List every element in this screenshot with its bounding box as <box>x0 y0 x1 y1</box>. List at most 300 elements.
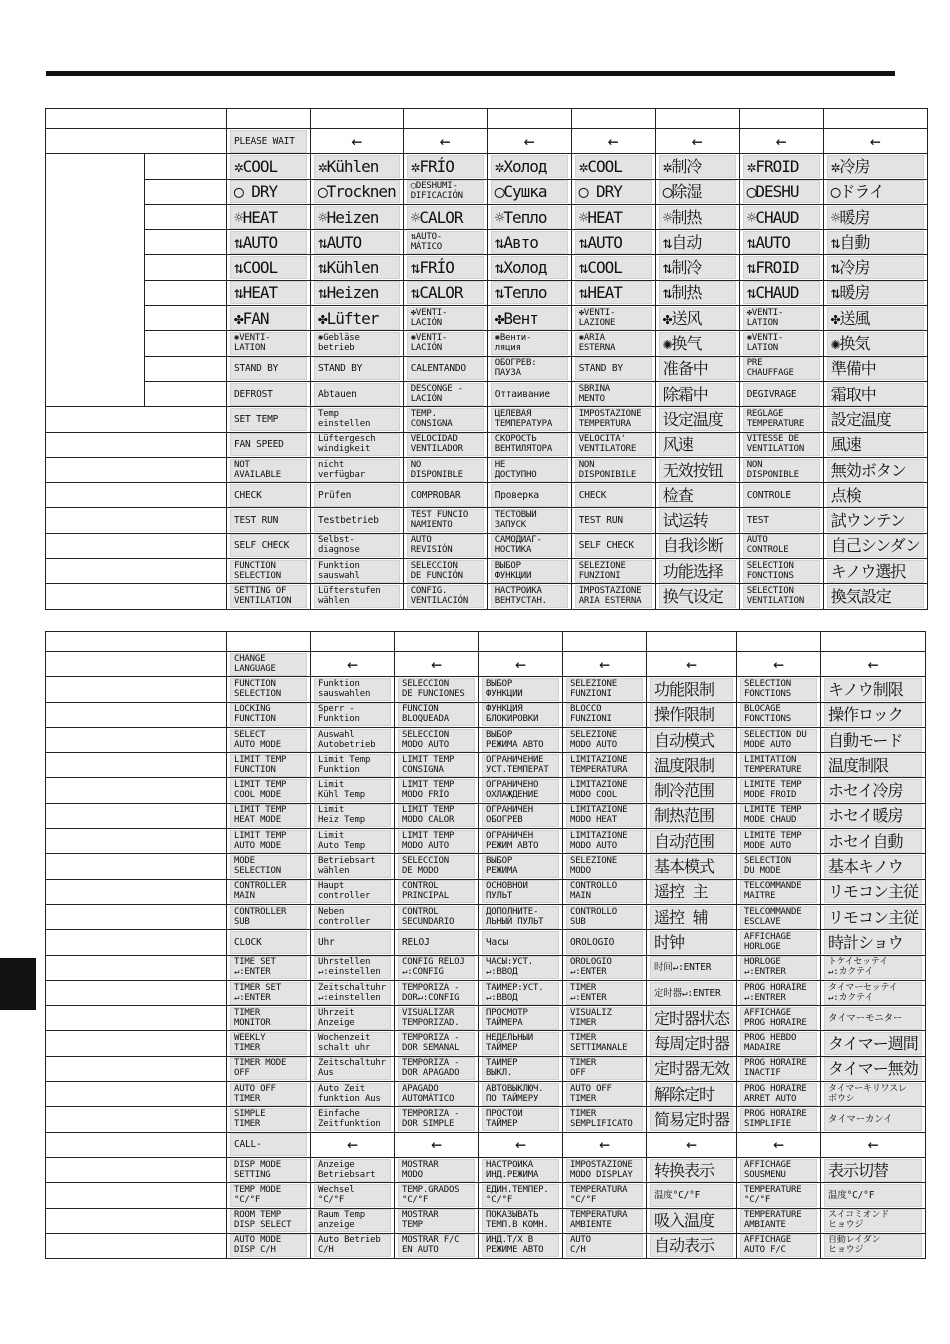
display-cell <box>487 533 571 558</box>
lcd-text: ☼HEAT <box>575 206 652 229</box>
lcd-text: ✺VENTI- LATION <box>230 332 307 355</box>
lcd-text: ВЫБОР ФУНКЦИИ <box>482 678 559 701</box>
row-sublabel-cell <box>145 1208 227 1233</box>
display-cell <box>737 1082 821 1107</box>
lcd-text: ТАЙМЕР:УСТ. ↵:ВВОД <box>482 982 559 1005</box>
lcd-text: TIMER OFF <box>566 1057 643 1080</box>
lcd-text: SELECTION FONCTIONS <box>743 560 820 583</box>
lcd-text: ✺换気 <box>827 332 924 355</box>
display-cell <box>227 955 311 980</box>
lcd-text: Prüfen <box>314 484 400 507</box>
lcd-text: PROG HORAIRE SIMPLIFIE <box>740 1108 817 1131</box>
display-cell <box>227 204 311 229</box>
display-table-2 <box>45 631 926 1259</box>
lcd-text: LIMITE TEMP MODE CHAUD <box>740 804 817 827</box>
row-label-cell <box>46 1132 145 1157</box>
row-sublabel-cell <box>145 559 227 584</box>
display-cell <box>647 1208 737 1233</box>
row-sublabel-cell <box>145 306 227 331</box>
lcd-text: TEMPORIZA - DOR SIMPLE <box>398 1108 475 1131</box>
display-cell <box>403 381 487 406</box>
lcd-text: 遥控 主 <box>650 880 733 903</box>
lcd-text: FUNCTION SELECTION <box>230 560 307 583</box>
lcd-text: ホセイ暖房 <box>824 804 922 827</box>
display-cell <box>227 483 311 508</box>
display-cell <box>647 1233 737 1258</box>
display-cell <box>395 854 479 879</box>
display-cell <box>487 457 571 482</box>
row-sublabel-cell <box>145 980 227 1005</box>
display-cell <box>479 1233 563 1258</box>
lcd-text: キノウ制限 <box>824 678 922 701</box>
row-label-cell <box>46 1233 145 1258</box>
display-cell <box>823 230 927 255</box>
table-row <box>46 1208 926 1233</box>
lcd-text: ⇅Kühlen <box>314 256 400 279</box>
display-cell <box>479 727 563 752</box>
display-cell <box>227 1157 311 1182</box>
display-cell <box>395 1132 479 1157</box>
lcd-text: АВТОВЫКЛЮЧ. ПО ТАЙМЕРУ <box>482 1083 559 1106</box>
lcd-text: リモコン主従 <box>824 906 922 929</box>
lcd-text: 試ウンテン <box>827 509 924 532</box>
display-cell <box>571 407 655 432</box>
lcd-text: 霜取中 <box>827 383 924 406</box>
display-cell <box>311 230 404 255</box>
row-label-cell <box>46 306 145 331</box>
display-cell <box>563 1132 647 1157</box>
display-cell <box>395 955 479 980</box>
lcd-text: 温度限制 <box>650 754 733 777</box>
row-label-cell <box>46 1056 145 1081</box>
display-cell <box>821 677 926 702</box>
display-cell <box>403 154 487 179</box>
lcd-text: ✺换气 <box>659 332 736 355</box>
row-label-cell <box>46 955 145 980</box>
row-label-cell <box>46 204 145 229</box>
lcd-text: ТЕСТОВЫЙ ЗАПУСК <box>491 509 568 532</box>
display-cell <box>739 559 823 584</box>
display-cell <box>655 584 739 609</box>
lcd-text: NOT AVAILABLE <box>230 459 307 482</box>
display-cell <box>311 154 404 179</box>
display-cell <box>403 280 487 305</box>
lcd-text: ✺VENTI- LACIÓN <box>407 332 484 355</box>
table-row <box>46 154 928 179</box>
header-cell <box>145 109 227 129</box>
lcd-text: VISUALIZ TIMER <box>566 1007 643 1030</box>
row-label-cell <box>46 1183 145 1208</box>
display-cell <box>479 677 563 702</box>
display-cell <box>227 1006 311 1031</box>
lcd-text: ⇅HEAT <box>575 281 652 304</box>
lcd-text: PROG HEBDO MADAIRE <box>740 1032 817 1055</box>
lcd-text: SELECTION VENTILATION <box>743 585 820 608</box>
display-cell <box>821 980 926 1005</box>
lcd-text: LIMIT TEMP FUNCTION <box>230 754 307 777</box>
lcd-text: Limit Auto Temp <box>314 830 391 853</box>
lcd-text: ОГРАНИЧЕН ОБОГРЕВ <box>482 804 559 827</box>
lcd-text: SELECCIÓN DE FUNCIÓN <box>407 560 484 583</box>
display-cell <box>311 677 395 702</box>
row-label-cell <box>46 930 145 955</box>
lcd-text: SELECTION FONCTIONS <box>740 678 817 701</box>
row-label-cell <box>46 879 145 904</box>
table-row <box>46 652 926 677</box>
row-sublabel-cell <box>145 432 227 457</box>
display-cell <box>737 1183 821 1208</box>
header-row <box>46 632 926 652</box>
display-cell <box>479 904 563 929</box>
display-cell <box>737 1107 821 1132</box>
display-cell <box>395 1107 479 1132</box>
display-cell <box>311 255 404 280</box>
row-sublabel-cell <box>145 154 227 179</box>
lcd-text: SELEZIONE FUNZIONI <box>566 678 643 701</box>
display-cell <box>311 879 395 904</box>
row-sublabel-cell <box>145 727 227 752</box>
display-cell <box>403 230 487 255</box>
row-sublabel-cell <box>145 179 227 204</box>
lcd-text: ✲COOL <box>230 155 307 178</box>
lcd-text: SELEZIONE MODO <box>566 855 643 878</box>
lcd-text: 操作ロック <box>824 703 922 726</box>
table-row <box>46 230 928 255</box>
display-cell <box>739 306 823 331</box>
display-cell <box>403 508 487 533</box>
display-cell <box>571 306 655 331</box>
lcd-text: ТАЙМЕР ВЫКЛ. <box>482 1057 559 1080</box>
lcd-text: ✤VENTI- LACIÓN <box>407 307 484 330</box>
display-cell <box>571 432 655 457</box>
lcd-text: MOSTRAR MODO <box>398 1159 475 1182</box>
lcd-text: 除霜中 <box>659 383 736 406</box>
row-sublabel-cell <box>145 280 227 305</box>
same-as-english-arrow: ← <box>523 130 535 152</box>
display-cell <box>563 753 647 778</box>
display-cell <box>311 381 404 406</box>
lcd-text: ЕДИН.ТЕМПЕР. °C/°F <box>482 1184 559 1207</box>
display-cell <box>571 179 655 204</box>
lcd-text: ⇅冷房 <box>827 256 924 279</box>
lcd-text: ⇅制冷 <box>659 256 736 279</box>
lcd-text: CONTROLLO MAIN <box>566 880 643 903</box>
lcd-text: ☼HEAT <box>230 206 307 229</box>
header-cell <box>403 109 487 129</box>
lcd-text: ОГРАНИЧЕНО ОХЛАЖДЕНИЕ <box>482 779 559 802</box>
row-label-cell <box>46 255 145 280</box>
lcd-text: Abtauen <box>314 383 400 406</box>
display-cell <box>647 1082 737 1107</box>
lcd-text: САМОДИАГ- НОСТИКА <box>491 534 568 557</box>
lcd-text: STAND BY <box>575 357 652 380</box>
row-label-cell <box>46 230 145 255</box>
lcd-text: Neben controller <box>314 906 391 929</box>
display-cell <box>395 1183 479 1208</box>
display-cell <box>739 331 823 356</box>
display-cell <box>821 1183 926 1208</box>
table-row <box>46 753 926 778</box>
display-cell <box>655 204 739 229</box>
table-row <box>46 533 928 558</box>
row-label-cell <box>46 356 145 381</box>
row-sublabel-cell <box>145 904 227 929</box>
lcd-text: NON DISPONIBLE <box>743 459 820 482</box>
lcd-text: MOSTRAR F/C EN AUTO <box>398 1234 475 1257</box>
same-as-english-arrow: ← <box>347 653 358 675</box>
display-cell <box>821 955 926 980</box>
lcd-text: LIMITAZIONE MODO COOL <box>566 779 643 802</box>
display-cell <box>395 1208 479 1233</box>
row-sublabel-cell <box>145 803 227 828</box>
display-cell <box>487 331 571 356</box>
row-label-cell <box>46 1031 145 1056</box>
table-row <box>46 930 926 955</box>
display-cell <box>479 652 563 677</box>
lcd-text: LIMIT TEMP MODO FRÍO <box>398 779 475 802</box>
row-sublabel-cell <box>145 955 227 980</box>
row-label-cell <box>46 652 145 677</box>
display-cell <box>821 1006 926 1031</box>
header-cell <box>311 109 404 129</box>
display-cell <box>571 559 655 584</box>
display-cell <box>571 331 655 356</box>
lcd-text: Limit Kühl Temp <box>314 779 391 802</box>
display-cell <box>821 1031 926 1056</box>
lcd-text: PROG HORAIRE ARRET AUTO <box>740 1083 817 1106</box>
display-cell <box>563 930 647 955</box>
section-tab <box>0 958 36 1010</box>
header-cell <box>821 632 926 652</box>
display-cell <box>647 1132 737 1157</box>
display-cell <box>227 559 311 584</box>
display-cell <box>311 1107 395 1132</box>
table-row <box>46 356 928 381</box>
lcd-text: Wochenzeit schalt uhr <box>314 1032 391 1055</box>
lcd-text: SELECT AUTO MODE <box>230 729 307 752</box>
lcd-text: 自動レイダン ヒョウジ <box>824 1234 922 1257</box>
display-cell <box>655 331 739 356</box>
display-cell <box>739 204 823 229</box>
lcd-text: TIMER MODE OFF <box>230 1057 307 1080</box>
row-label-cell <box>46 1208 145 1233</box>
lcd-text: Lüftergesch windigkeit <box>314 433 400 456</box>
row-sublabel-cell <box>145 129 227 154</box>
display-cell <box>655 179 739 204</box>
display-cell <box>487 407 571 432</box>
display-cell <box>647 753 737 778</box>
lcd-text: LIMITAZIONE MODO HEAT <box>566 804 643 827</box>
display-cell <box>739 457 823 482</box>
display-cell <box>311 432 404 457</box>
lcd-text: AUTO OFF TIMER <box>230 1083 307 1106</box>
table-row <box>46 1233 926 1258</box>
lcd-text: TEST FUNCIO NAMIENTO <box>407 509 484 532</box>
lcd-text: TEMP MODE °C/°F <box>230 1184 307 1207</box>
same-as-english-arrow: ← <box>686 653 697 675</box>
lcd-text: ⇅AUTO <box>230 231 307 254</box>
display-cell <box>403 559 487 584</box>
lcd-text: ✤送風 <box>827 307 924 330</box>
row-sublabel-cell <box>145 677 227 702</box>
lcd-text: ✲Холод <box>491 155 568 178</box>
table-row <box>46 677 926 702</box>
lcd-text: TEMPERATURE AMBIANTE <box>740 1209 817 1232</box>
display-cell <box>227 255 311 280</box>
display-cell <box>311 1031 395 1056</box>
display-cell <box>739 483 823 508</box>
table-row <box>46 331 928 356</box>
lcd-text: STAND BY <box>314 357 400 380</box>
row-label-cell <box>46 1006 145 1031</box>
lcd-text: LIMIT TEMP MODO AUTO <box>398 830 475 853</box>
lcd-text: LIMITE TEMP MODE AUTO <box>740 830 817 853</box>
lcd-text: НАСТРОЙКА ВЕНТУСТАН. <box>491 585 568 608</box>
display-cell <box>403 432 487 457</box>
lcd-text: ☼Тепло <box>491 206 568 229</box>
row-sublabel-cell <box>145 255 227 280</box>
lcd-text: REGLAGE TEMPERATURE <box>743 408 820 431</box>
display-cell <box>737 677 821 702</box>
display-cell <box>737 1056 821 1081</box>
table-row <box>46 432 928 457</box>
lcd-text: ⇅COOL <box>230 256 307 279</box>
same-as-english-arrow: ← <box>351 130 363 152</box>
lcd-text: ДОПОЛНИТЕ- ЛЬНЫЙ ПУЛЬТ <box>482 906 559 929</box>
lcd-text: トケイセッテイ ↵:カクテイ <box>824 956 922 979</box>
display-cell <box>403 483 487 508</box>
lcd-text: ✤FAN <box>230 307 307 330</box>
display-cell <box>311 356 404 381</box>
display-cell <box>823 508 927 533</box>
row-sublabel-cell <box>145 1233 227 1258</box>
display-cell <box>403 356 487 381</box>
lcd-text: SELECCIÓN MODO AUTO <box>398 729 475 752</box>
lcd-text: LIMIT TEMP HEAT MODE <box>230 804 307 827</box>
display-cell <box>487 432 571 457</box>
display-cell <box>311 508 404 533</box>
lcd-text: 遥控 辅 <box>650 906 733 929</box>
lcd-text: AFFICHAGE AUTO F/C <box>740 1234 817 1257</box>
row-sublabel-cell <box>145 356 227 381</box>
display-cell <box>647 930 737 955</box>
display-cell <box>311 904 395 929</box>
row-sublabel-cell <box>145 381 227 406</box>
lcd-text: 制热范围 <box>650 804 733 827</box>
display-cell <box>647 1157 737 1182</box>
lcd-text: WEEKLY TIMER <box>230 1032 307 1055</box>
lcd-text: 自我诊断 <box>659 534 736 557</box>
table-row <box>46 381 928 406</box>
lcd-text: HORLOGE ↵:ENTRER <box>740 956 817 979</box>
display-cell <box>821 930 926 955</box>
lcd-text: Funktion sauswahl <box>314 560 400 583</box>
top-rule <box>46 71 895 76</box>
display-cell <box>487 280 571 305</box>
display-cell <box>563 879 647 904</box>
same-as-english-arrow: ← <box>599 653 610 675</box>
lcd-text: LIMIT TEMP CONSIGNA <box>398 754 475 777</box>
display-cell <box>563 854 647 879</box>
display-cell <box>647 1006 737 1031</box>
lcd-text: ✤Lüfter <box>314 307 400 330</box>
lcd-text: 準備中 <box>827 357 924 380</box>
lcd-text: CHECK <box>230 484 307 507</box>
lcd-text: 制冷范围 <box>650 779 733 802</box>
lcd-text: 定时器状态 <box>650 1007 733 1030</box>
display-cell <box>739 230 823 255</box>
row-sublabel-cell <box>145 1157 227 1182</box>
display-cell <box>821 1233 926 1258</box>
display-cell <box>311 829 395 854</box>
display-cell <box>823 179 927 204</box>
lcd-text: 温度°C/°F <box>824 1184 922 1207</box>
display-cell <box>395 1056 479 1081</box>
display-cell <box>403 129 487 154</box>
lcd-text: LIMIT TEMP MODO CALOR <box>398 804 475 827</box>
lcd-text: DISP MODE SETTING <box>230 1159 307 1182</box>
display-cell <box>737 1208 821 1233</box>
lcd-text: CONTROLLER SUB <box>230 906 307 929</box>
display-cell <box>647 1031 737 1056</box>
display-cell <box>403 204 487 229</box>
lcd-text: ◯DESHUMI- DIFICACIÓN <box>407 180 484 203</box>
display-cell <box>403 306 487 331</box>
table-row <box>46 559 928 584</box>
display-cell <box>821 702 926 727</box>
lcd-text: SELEZIONE MODO AUTO <box>566 729 643 752</box>
display-cell <box>311 1082 395 1107</box>
display-cell <box>571 230 655 255</box>
lcd-text: TELCOMMANDE MAITRE <box>740 880 817 903</box>
lcd-text: CONTROL PRINCIPAL <box>398 880 475 903</box>
display-cell <box>403 457 487 482</box>
display-cell <box>655 483 739 508</box>
display-cell <box>823 331 927 356</box>
lcd-text: 每周定时器 <box>650 1032 733 1055</box>
display-cell <box>227 1183 311 1208</box>
lcd-text: 检查 <box>659 484 736 507</box>
header-cell <box>479 632 563 652</box>
lcd-text: CONTROLLER MAIN <box>230 880 307 903</box>
lcd-text: 吸入温度 <box>650 1209 733 1232</box>
header-cell <box>647 632 737 652</box>
lcd-text: Проверка <box>491 484 568 507</box>
row-label-cell <box>46 1082 145 1107</box>
lcd-text: DEFROST <box>230 383 307 406</box>
lcd-text: AUTO CONTROLE <box>743 534 820 557</box>
lcd-text: MODE SELECTION <box>230 855 307 878</box>
header-row <box>46 109 928 129</box>
display-cell <box>563 1183 647 1208</box>
display-cell <box>737 1233 821 1258</box>
display-cell <box>227 457 311 482</box>
display-cell <box>395 904 479 929</box>
lcd-text: タイマーセッテイ ↵:カクテイ <box>824 982 922 1005</box>
display-cell <box>737 1006 821 1031</box>
display-cell <box>821 904 926 929</box>
display-cell <box>823 381 927 406</box>
display-cell <box>563 1157 647 1182</box>
table-row <box>46 204 928 229</box>
lcd-text: ⇅Heizen <box>314 281 400 304</box>
lcd-text: ВЫБОР ФУНКЦИИ <box>491 560 568 583</box>
lcd-text: 設定温度 <box>827 408 924 431</box>
row-label-cell <box>46 154 145 179</box>
display-cell <box>479 879 563 904</box>
header-cell <box>823 109 927 129</box>
lcd-text: ✲FROID <box>743 155 820 178</box>
